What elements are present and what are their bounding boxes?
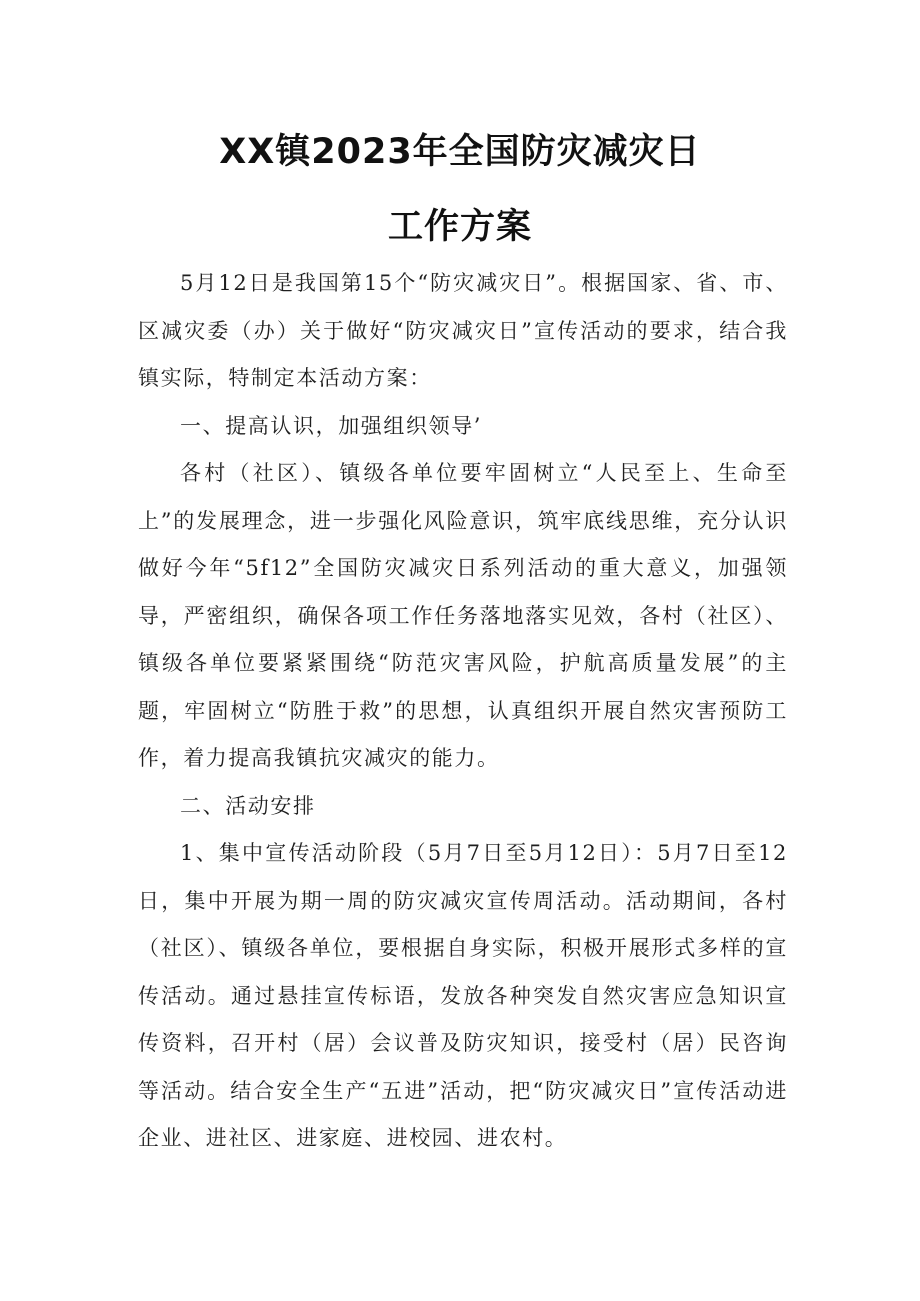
section-heading-1: 一、提高认识，加强组织领导’ (180, 413, 483, 438)
intro-paragraph: 5月12日是我国第15个“防灾减灾日”。根据国家、省、市、区减灾委（办）关于做好“防灾减灾日”宣传活动的要求，结合我镇实际，特制定本活动方案： (138, 271, 788, 390)
document-title: XX镇2023年全国防灾减灾日 (219, 132, 701, 172)
section-1-paragraph: 各村（社区）、镇级各单位要牢固树立“人民至上、生命至上”的发展理念，进一步强化风险意识，筑牢底线思维，充分认识做好今年“5f12”全国防灾减灾日系列活动的重大意义，加强领导，严密组织，确保各项工作任务落地落实见效，各村（社区）、镇级各单位要紧紧围绕“防范灾害风险，护航高质量发展”的主题，牢固树立“防胜于救”的思想，认真组织开展自然灾害预防工作，着力提高我镇抗灾减灾的能力。 (138, 461, 788, 770)
document-body (138, 260, 788, 1163)
section-heading-2: 二、活动安排 (180, 793, 316, 818)
section-2-paragraph: 1、集中宣传活动阶段（5月7日至5月12日）：5月7日至12日，集中开展为期一周的防灾减灾宣传周活动。活动期间，各村（社区）、镇级各单位，要根据自身实际，积极开展形式多样的宣传活动。通过悬挂宣传标语，发放各种突发自然灾害应急知识宣传资料，召开村（居）会议普及防灾知识，接受村（居）民咨询等活动。结合安全生产“五进”活动，把“防灾减灾日”宣传活动进企业、进社区、进家庭、进校园、进农村。 (138, 841, 788, 1150)
document-subtitle: 工作方案 (387, 207, 532, 247)
